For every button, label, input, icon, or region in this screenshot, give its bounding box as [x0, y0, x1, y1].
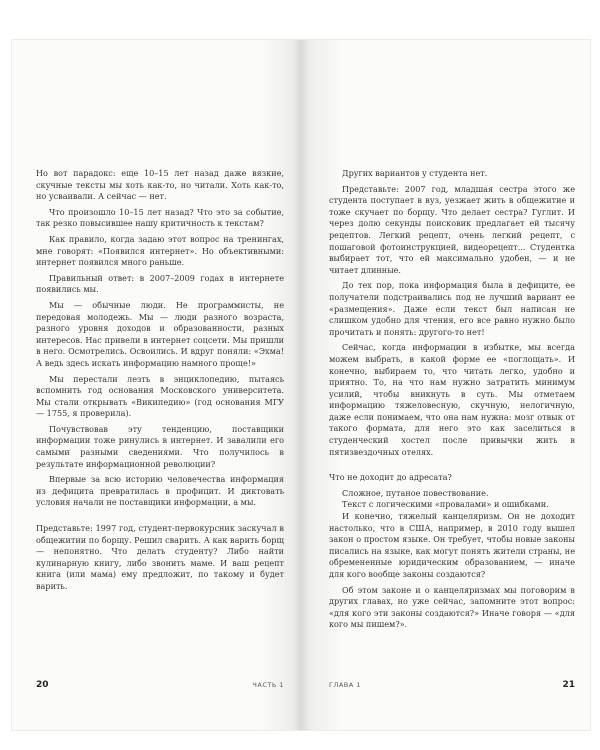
- paragraph: Почувствовав эту тенденцию, поставщики информации тоже ринулись в интернет. И завалили его самыми разными сведениями. Что получилось в результате информационной революции?: [36, 423, 284, 469]
- paragraph: Об этом законе и о канцеляризмах мы поговорим в других главах, но уже сейчас, запомните этот вопрос: «для кого эти законы создаются?» Иначе говоря — «для кого мы пишем?».: [329, 584, 575, 630]
- right-page: [301, 40, 590, 730]
- paragraph: Впервые за всю историю человечества информация из дефицита превратилась в профицит. И диктовать условия начали не поставщики информации, а мы.: [36, 474, 284, 508]
- left-page-footer: [36, 680, 284, 690]
- left-page: [12, 40, 301, 730]
- page-number: 20: [36, 680, 49, 690]
- paragraph: Других вариантов у студента нет.: [342, 168, 488, 178]
- running-head: ЧАСТЬ 1: [252, 681, 284, 689]
- paragraph: Мы перестали лезть в энциклопедию, пытаясь вспомнить год основания Московского университета. Мы стали открывать «Википедию» (год основания МГУ — 1755, я проверила).: [36, 373, 284, 419]
- paragraph: Как правило, когда задаю этот вопрос на тренингах, мне говорят: «Появился интернет». Но объективными: интернет появился много раньше.: [36, 233, 284, 268]
- paragraph: Текст с логическими «провалами» и ошибками.: [342, 499, 549, 510]
- paragraph: Правильный ответ: в 2007–2009 годах в интернете появились мы.: [36, 272, 284, 295]
- left-page-body: [36, 168, 284, 597]
- paragraph: Представьте: 1997 год, студент-первокурсник заскучал в общежитии по борщу. Решил сварить. А как варить борщ — непонятно. Что делать студенту? Либо найти кулинарную книгу, либо звонить маме. И ваш рецепт книга (или мама) ему предложит, по такому и будет варить.: [36, 523, 284, 591]
- paragraph: И конечно, тяжелый канцеляризм. Он не доходит настолько, что в США, например, в 2010 году вышел закон о простом языке. Он требует, чтобы новые законы писались на языке, как могут понять жители страны, не обремененные юридическим образованием, — иначе для кого вообще законы создаются?: [329, 511, 575, 579]
- right-page-body: [329, 168, 575, 635]
- paragraph: Представьте: 2007 год, младшая сестра этого же студента поступает в вуз, уезжает жить в общежитие и тоже скучает по борщу. Что делает сестра? Гуглит. И через долю секунды поисковик предлагает ей тысячу рецептов. Легкий рецепт, очень легкий рецепт, с пошаговой фотоинструкцией, видеорецепт... Студентка выбирает тот, что ей максимально удобен, — и не читает длинные.: [329, 183, 575, 275]
- paragraph: До тех пор, пока информация была в дефиците, ее получатели подстраивались под не лучший вариант ее «размещения». Даже если текст был написан не слишком удобно для чтения, его все равно нужно было прочитать и понять: другого-то нет!: [329, 280, 575, 337]
- paragraph: Сложное, путаное повествование.: [342, 487, 489, 498]
- page-number: 21: [562, 680, 575, 690]
- paragraph: Мы — обычные люди. Не программисты, не передовая молодежь. Мы — люди разного возраста, разного уровня доходов и образованности, разных интересов. Нас привели в интернет соцсети. Мы пришли в него. Осмотрелись. Освоились. И вдруг поняли: «Эхма! А ведь здесь искать информацию намного проще!»: [36, 299, 284, 368]
- paragraph: Но вот парадокс: еще 10–15 лет назад даже вязкие, скучные тексты мы хоть как-то, но читали. Хоть как-то, но усваивали. А сейчас — нет.: [36, 168, 284, 202]
- paragraph: Что произошло 10–15 лет назад? Что это за событие, так резко повысившее нашу критичность к текстам?: [36, 206, 284, 229]
- paragraph: Что не доходит до адресата?: [329, 472, 452, 483]
- paragraph: Сейчас, когда информации в избытке, мы всегда можем выбрать, в какой форме ее «поглощать». И конечно, выбираем то, что читать легко, удобно и приятно. То, на что нам нужно затратить минимум усилий, чтобы вникнуть в суть. Мы отметаем информацию тяжеловесную, скучную, нелогичную, даже если понимаем, что она нам нужна: мозг отвык от такого формата, для него это как заселиться в студенческий хостел после привычки жить в пятизвездочных отелях.: [329, 342, 575, 457]
- right-page-footer: [329, 680, 575, 690]
- book-spread: [12, 40, 590, 730]
- running-head: ГЛАВА 1: [329, 681, 361, 689]
